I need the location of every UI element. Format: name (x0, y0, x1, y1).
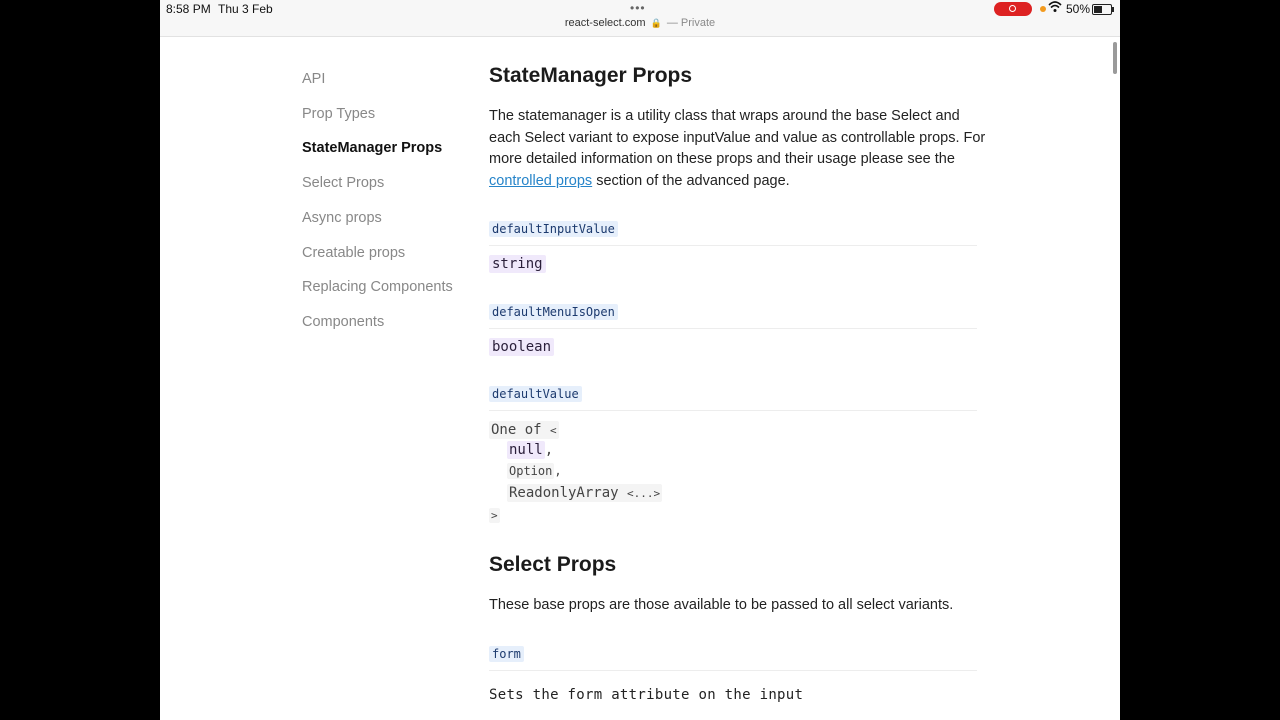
status-bar (160, 0, 1120, 37)
prop-name-form: form (489, 646, 524, 662)
battery-icon (1092, 4, 1112, 15)
sidebar-item-async-props[interactable]: Async props (302, 210, 382, 226)
sidebar-item-components[interactable]: Components (302, 314, 385, 330)
prop-description-form: Sets the form attribute on the input (489, 687, 804, 703)
type-option-null (507, 442, 553, 458)
controlled-props-link[interactable]: controlled props (489, 172, 593, 189)
scrollbar[interactable] (1113, 42, 1117, 74)
lock-icon: 🔒 (650, 18, 662, 28)
divider (489, 410, 977, 411)
statemanager-intro-end: section of the advanced page. (592, 172, 790, 189)
one-of-label (489, 421, 559, 439)
open-bracket: < (550, 424, 557, 437)
sidebar-item-select-props[interactable]: Select Props (302, 175, 385, 191)
statemanager-heading: StateManager Props (489, 64, 693, 87)
mic-indicator-icon (1040, 6, 1046, 12)
prop-type-boolean: boolean (489, 338, 554, 356)
readonly-array-generic: <...> (627, 487, 661, 500)
sidebar-item-replacing-components[interactable]: Replacing Components (302, 279, 453, 295)
divider (489, 245, 977, 246)
divider (489, 670, 977, 671)
prop-type-string: string (489, 255, 546, 273)
battery-percentage: 50% (1066, 2, 1091, 16)
sidebar-item-creatable-props[interactable]: Creatable props (302, 245, 406, 261)
prop-name-default-input-value: defaultInputValue (489, 221, 618, 237)
null-chip: null (509, 442, 543, 458)
prop-name-default-menu-is-open: defaultMenuIsOpen (489, 304, 618, 320)
select-props-intro: These base props are those available to be passed to all select variants. (489, 597, 954, 613)
statemanager-intro (489, 106, 989, 192)
select-props-heading: Select Props (489, 553, 617, 576)
status-date: Thu 3 Feb (218, 2, 273, 16)
sidebar-item-api[interactable]: API (302, 71, 326, 87)
status-time: 8:58 PM (166, 2, 211, 16)
private-label: — Private (666, 17, 716, 29)
sidebar-item-statemanager-props[interactable]: StateManager Props (302, 140, 443, 156)
prop-name-default-value: defaultValue (489, 386, 582, 402)
option-chip: Option (509, 464, 553, 478)
address-bar[interactable] (160, 17, 1120, 29)
one-of-text: One of (491, 422, 542, 438)
type-option-readonly-array (507, 484, 662, 502)
comma: , (554, 464, 562, 478)
divider (489, 328, 977, 329)
url-text: react-select.com (564, 17, 646, 29)
screen-recording-icon[interactable] (994, 2, 1032, 16)
sidebar-item-prop-types[interactable]: Prop Types (302, 106, 376, 122)
close-bracket: > (491, 509, 498, 522)
multitasking-dots-icon[interactable]: ••• (630, 1, 646, 15)
wifi-icon (1048, 0, 1062, 17)
readonly-array-text: ReadonlyArray (509, 485, 619, 501)
browser-screen (160, 0, 1120, 720)
type-option-option (507, 464, 562, 478)
statemanager-intro-text: The statemanager is a utility class that wraps around the base Select and each Select variant to expose inputValue and value as controllable props. For more detailed information on these props and their usage please see the (489, 108, 986, 167)
comma: , (544, 442, 554, 458)
